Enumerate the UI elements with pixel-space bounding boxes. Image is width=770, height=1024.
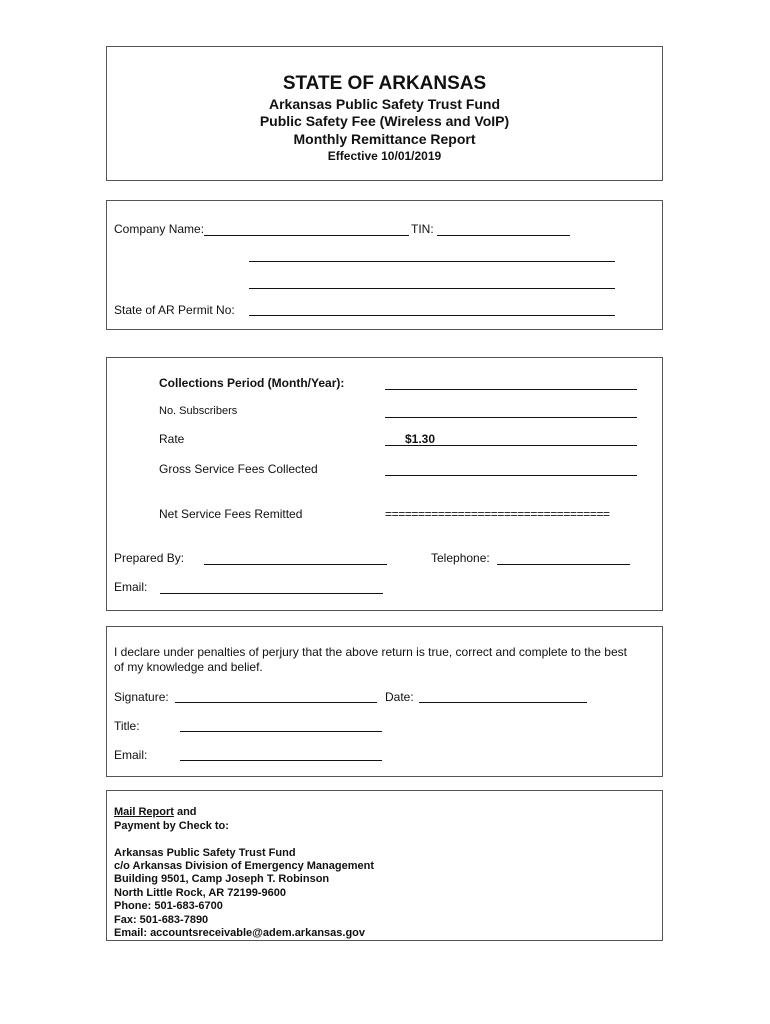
- address-line: North Little Rock, AR 72199-9600: [114, 887, 286, 899]
- form-title: STATE OF ARKANSAS: [282, 73, 487, 94]
- title-label: Title:: [114, 719, 140, 733]
- rate-field: [385, 445, 637, 446]
- declaration-text-line1: I declare under penalties of perjury that the above return is true, correct and complete to the best: [114, 645, 627, 659]
- rate-label: Rate: [159, 432, 185, 446]
- permit-field[interactable]: [249, 315, 615, 316]
- address-line: Arkansas Public Safety Trust Fund: [114, 847, 296, 859]
- mail-and-text: and: [173, 806, 197, 818]
- payment-heading: Payment by Check to:: [114, 820, 229, 832]
- telephone-field[interactable]: [497, 564, 630, 565]
- preparer-email-label: Email:: [114, 580, 148, 594]
- company-name-field[interactable]: [204, 235, 409, 236]
- gross-fees-label: Gross Service Fees Collected: [159, 462, 318, 476]
- declarant-email-label: Email:: [114, 748, 148, 762]
- fee-name: Public Safety Fee (Wireless and VoIP): [259, 113, 510, 129]
- signature-field[interactable]: [175, 702, 377, 703]
- telephone-label: Telephone:: [431, 551, 490, 565]
- company-box: [106, 200, 663, 330]
- net-fees-value: ==================================: [385, 507, 610, 521]
- phone-line: Phone: 501-683-6700: [114, 900, 223, 912]
- address-line: Building 9501, Camp Joseph T. Robinson: [114, 873, 330, 885]
- prepared-by-label: Prepared By:: [114, 551, 185, 565]
- collections-period-label: Collections Period (Month/Year):: [159, 376, 345, 390]
- title-field[interactable]: [180, 731, 382, 732]
- mail-report-heading: [114, 806, 197, 818]
- mail-report-text: Mail Report: [114, 806, 174, 818]
- net-fees-label: Net Service Fees Remitted: [159, 507, 303, 521]
- rate-value: $1.30: [405, 432, 436, 446]
- fax-line: Fax: 501-683-7890: [114, 914, 209, 926]
- subscribers-field[interactable]: [385, 417, 637, 418]
- mail-box: [106, 790, 663, 941]
- declaration-text-line2: of my knowledge and belief.: [114, 660, 263, 674]
- effective-date: Effective 10/01/2019: [327, 149, 442, 163]
- tin-label: TIN:: [411, 222, 434, 236]
- declaration-box: [106, 626, 663, 777]
- report-name: Monthly Remittance Report: [293, 131, 476, 147]
- company-address-field-2[interactable]: [249, 288, 615, 289]
- company-address-field-1[interactable]: [249, 261, 615, 262]
- date-field[interactable]: [419, 702, 587, 703]
- subscribers-label: No. Subscribers: [159, 405, 238, 417]
- tin-field[interactable]: [437, 235, 570, 236]
- collections-box: [106, 357, 663, 611]
- company-name-label: Company Name:: [114, 222, 205, 236]
- permit-label: State of AR Permit No:: [114, 303, 235, 317]
- collections-period-field[interactable]: [385, 389, 637, 390]
- preparer-email-field[interactable]: [160, 593, 383, 594]
- email-line: Email: accountsreceivable@adem.arkansas.gov: [114, 927, 366, 939]
- header-box: [106, 46, 663, 181]
- gross-fees-field[interactable]: [385, 475, 637, 476]
- prepared-by-field[interactable]: [204, 564, 387, 565]
- date-label: Date:: [385, 690, 414, 704]
- signature-label: Signature:: [114, 690, 169, 704]
- address-line: c/o Arkansas Division of Emergency Management: [114, 860, 375, 872]
- fund-name: Arkansas Public Safety Trust Fund: [268, 96, 501, 112]
- declarant-email-field[interactable]: [180, 760, 382, 761]
